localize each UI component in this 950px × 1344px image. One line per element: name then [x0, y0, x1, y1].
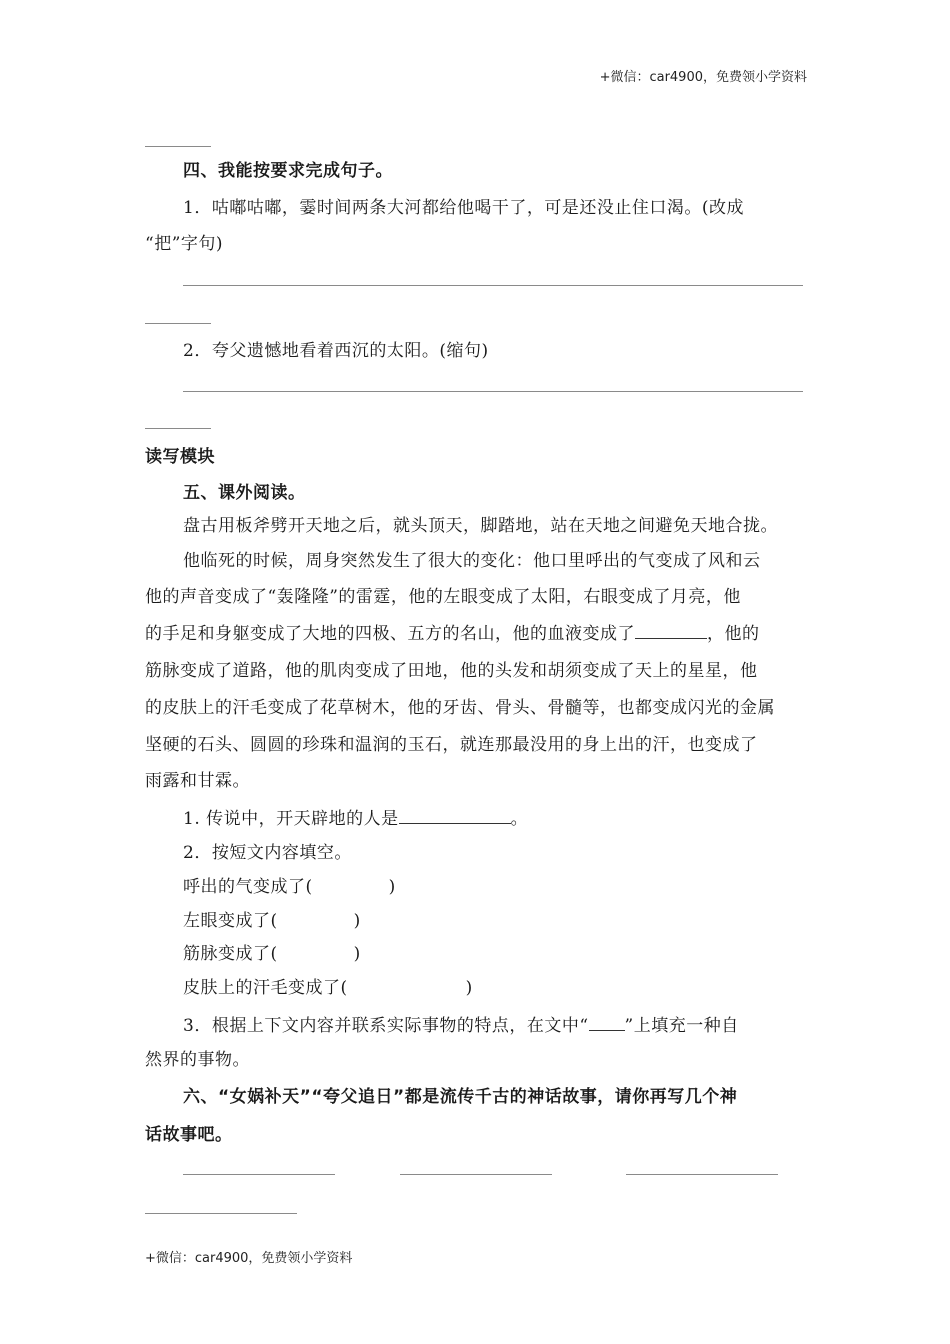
- close-paren: ): [353, 944, 361, 964]
- answer-line[interactable]: [400, 1174, 552, 1175]
- fill-item: [183, 910, 361, 932]
- answer-line: [183, 285, 803, 286]
- fill-item-label: 皮肤上的汗毛变成了: [183, 978, 341, 998]
- s5-q3-line1: [183, 1014, 739, 1037]
- answer-line-tail: [145, 146, 211, 147]
- fill-item: [183, 977, 473, 999]
- passage-line: 的皮肤上的汗毛变成了花草树木，他的牙齿、骨头、骨髓等，也都变成闪光的金属: [145, 698, 775, 718]
- close-paren: ): [388, 877, 396, 897]
- passage-line: 他临死的时候，周身突然发生了很大的变化：他口里呼出的气变成了风和云: [183, 551, 761, 571]
- s4-q1-line2: “把”字句): [145, 234, 224, 254]
- answer-line-tail: [145, 428, 211, 429]
- open-paren: (: [340, 978, 348, 998]
- section5-title: 五、课外阅读。: [183, 483, 306, 503]
- open-paren: (: [270, 944, 278, 964]
- fill-item-label: 筋脉变成了: [183, 944, 271, 964]
- s5-q3-line2: 然界的事物。: [145, 1050, 250, 1070]
- module-title: 读写模块: [145, 447, 215, 467]
- answer-line-tail: [145, 323, 211, 324]
- passage-line: 雨露和甘霖。: [145, 771, 250, 791]
- fill-item: [183, 943, 361, 965]
- s5-q2-title: 2．按短文内容填空。: [183, 843, 352, 863]
- section6-line2: 话故事吧。: [145, 1125, 233, 1145]
- fill-item-label: 左眼变成了: [183, 911, 271, 931]
- section4-title: 四、我能按要求完成句子。: [183, 161, 393, 181]
- s5-q3-text: ”上填充一种自: [624, 1016, 739, 1036]
- answer-line[interactable]: [145, 1213, 297, 1214]
- s5-q1: [183, 807, 528, 830]
- section6-line1: 六、“女娲补天”“夸父追日”都是流传千古的神话故事，请你再写几个神: [183, 1087, 738, 1107]
- answer-line[interactable]: [183, 1174, 335, 1175]
- answer-line[interactable]: [626, 1174, 778, 1175]
- passage-text: 的手足和身躯变成了大地的四极、五方的名山，他的血液变成了: [145, 624, 635, 644]
- open-paren: (: [270, 911, 278, 931]
- passage-line: 盘古用板斧劈开天地之后，就头顶天，脚踏地，站在天地之间避免天地合拢。: [183, 516, 778, 536]
- s5-q3-text: 3．根据上下文内容并联系实际事物的特点，在文中“: [183, 1016, 589, 1036]
- passage-text: ，他的: [707, 624, 760, 644]
- passage-line: 他的声音变成了“轰隆隆”的雷霆，他的左眼变成了太阳，右眼变成了月亮，他: [145, 587, 741, 607]
- close-paren: ): [465, 978, 473, 998]
- passage-line: 坚硬的石头、圆圆的珍珠和温润的玉石，就连那最没用的身上出的汗，也变成了: [145, 735, 758, 755]
- fill-blank[interactable]: [635, 622, 707, 639]
- fill-item: [183, 876, 396, 898]
- close-paren: ): [353, 911, 361, 931]
- footer-note: +微信：car4900，免费领小学资料: [145, 1251, 353, 1266]
- open-paren: (: [305, 877, 313, 897]
- fill-blank[interactable]: [399, 807, 511, 824]
- fill-blank[interactable]: [589, 1014, 625, 1031]
- passage-line: 筋脉变成了道路，他的肌肉变成了田地，他的头发和胡须变成了天上的星星，他: [145, 661, 758, 681]
- s4-q2: 2．夸父遗憾地看着西沉的太阳。(缩句): [183, 341, 489, 361]
- answer-line: [183, 391, 803, 392]
- s4-q1-line1: 1．咕嘟咕嘟，霎时间两条大河都给他喝干了，可是还没止住口渴。(改成: [183, 198, 744, 218]
- s5-q1-prefix: 1. 传说中，开天辟地的人是: [183, 809, 399, 829]
- s5-q1-suffix: 。: [510, 809, 529, 829]
- passage-line-with-blank: [145, 622, 760, 645]
- header-note: +微信：car4900，免费领小学资料: [599, 70, 807, 85]
- fill-item-label: 呼出的气变成了: [183, 877, 306, 897]
